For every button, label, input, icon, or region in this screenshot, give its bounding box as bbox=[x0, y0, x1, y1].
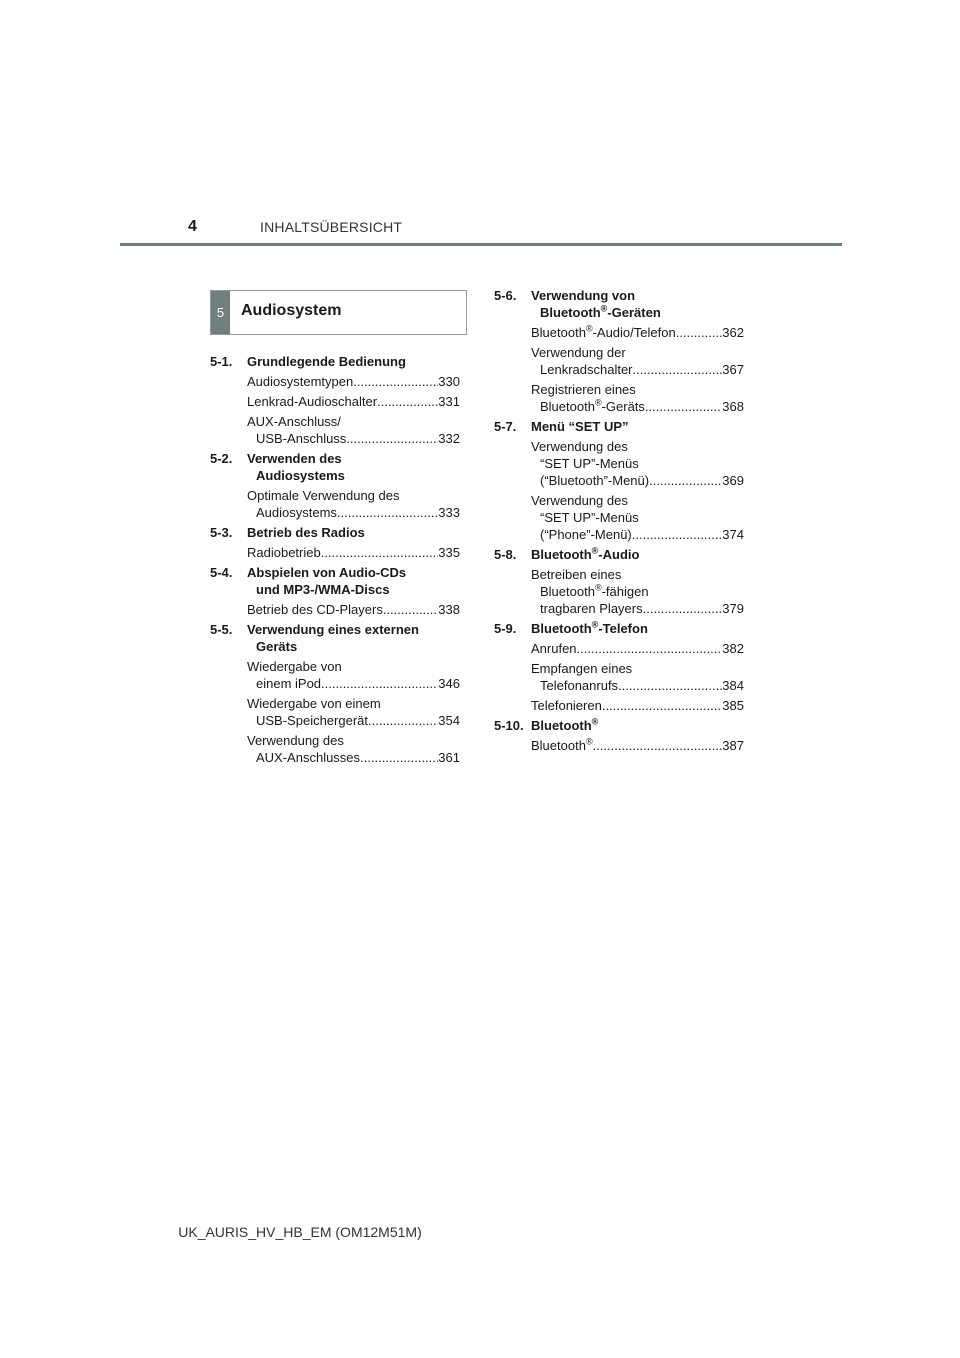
entry-line bbox=[531, 566, 744, 583]
entry-page-number: 387 bbox=[722, 738, 744, 753]
chapter-title-line: Menü “SET UP” bbox=[531, 419, 629, 434]
entry-page-number: 369 bbox=[722, 473, 744, 488]
toc-entry[interactable] bbox=[531, 660, 744, 694]
chapter-number: 5-2. bbox=[210, 451, 233, 466]
chapter-heading bbox=[210, 621, 460, 655]
entry-page-number: 346 bbox=[438, 676, 460, 691]
entry-line bbox=[531, 398, 744, 415]
footer-doc-id: UK_AURIS_HV_HB_EM (OM12M51M) bbox=[178, 1224, 422, 1240]
chapter-title-line: Geräts bbox=[256, 639, 298, 654]
chapter-title-line: Bluetooth®-Audio bbox=[531, 545, 640, 562]
chapter-title-line: Bluetooth®-Telefon bbox=[531, 619, 648, 636]
entry-text: einem iPod bbox=[256, 676, 322, 691]
chapter-title bbox=[531, 717, 744, 734]
entry-page-number: 333 bbox=[438, 505, 460, 520]
toc-entry[interactable] bbox=[247, 732, 460, 766]
dot-leader bbox=[676, 324, 723, 341]
entry-page-number: 338 bbox=[438, 602, 460, 617]
chapter-number: 5-3. bbox=[210, 525, 233, 540]
entry-text: Verwendung des bbox=[531, 493, 628, 508]
entry-line bbox=[247, 695, 460, 712]
toc-entry[interactable] bbox=[531, 640, 744, 657]
entry-text: Bluetooth®-fähigen bbox=[540, 582, 649, 599]
chapter-title bbox=[531, 287, 744, 321]
entry-page-number: 331 bbox=[438, 394, 460, 409]
toc-entry[interactable] bbox=[531, 737, 744, 754]
section-number-tab: 5 bbox=[211, 291, 230, 334]
entry-line bbox=[531, 697, 744, 714]
toc-entry[interactable] bbox=[531, 566, 744, 617]
dot-leader bbox=[337, 504, 438, 521]
entry-text: Bluetooth®-Geräts bbox=[540, 397, 645, 414]
toc-entry[interactable] bbox=[247, 487, 460, 521]
entry-line bbox=[247, 712, 460, 729]
entry-line bbox=[531, 640, 744, 657]
entry-line bbox=[247, 544, 460, 561]
page-header bbox=[120, 218, 842, 246]
entry-line bbox=[531, 361, 744, 378]
entry-line bbox=[531, 660, 744, 677]
chapter-title bbox=[247, 353, 460, 370]
dot-leader bbox=[618, 677, 722, 694]
entry-line bbox=[531, 344, 744, 361]
toc-entry[interactable] bbox=[531, 492, 744, 543]
dot-leader bbox=[645, 398, 722, 415]
chapter-heading bbox=[494, 546, 744, 563]
dot-leader bbox=[593, 737, 723, 754]
chapter-entries bbox=[494, 438, 744, 543]
chapter-heading bbox=[210, 353, 460, 370]
entry-text: (“Bluetooth”-Menü) bbox=[540, 473, 650, 488]
chapter-number: 5-6. bbox=[494, 288, 517, 303]
entry-text: “SET UP”-Menüs bbox=[540, 510, 639, 525]
dot-leader bbox=[346, 430, 438, 447]
chapter-title-line: Audiosystems bbox=[256, 468, 345, 483]
toc-entry[interactable] bbox=[531, 324, 744, 341]
dot-leader bbox=[383, 601, 438, 618]
toc-entry[interactable] bbox=[531, 381, 744, 415]
entry-line bbox=[531, 438, 744, 455]
entry-text: Verwendung der bbox=[531, 345, 626, 360]
dot-leader bbox=[602, 697, 722, 714]
chapter-title-line: und MP3-/WMA-Discs bbox=[256, 582, 390, 597]
chapter-entries bbox=[210, 373, 460, 447]
section-title: Audiosystem bbox=[241, 302, 342, 319]
chapter-entries bbox=[210, 544, 460, 561]
entry-text: Audiosystems bbox=[256, 505, 337, 520]
entry-text: Radiobetrieb bbox=[247, 545, 321, 560]
entry-text: Bluetooth® bbox=[531, 736, 593, 753]
dot-leader bbox=[321, 544, 439, 561]
toc-chapter bbox=[494, 287, 744, 415]
chapter-entries bbox=[494, 640, 744, 714]
entry-line bbox=[531, 677, 744, 694]
entry-text: Empfangen eines bbox=[531, 661, 633, 676]
entry-page-number: 367 bbox=[722, 362, 744, 377]
entry-text: Wiedergabe von einem bbox=[247, 696, 381, 711]
dot-leader bbox=[577, 640, 723, 657]
entry-text: Optimale Verwendung des bbox=[247, 488, 400, 503]
chapter-heading bbox=[210, 450, 460, 484]
chapter-title-line: Verwendung von bbox=[531, 288, 636, 303]
toc-entry[interactable] bbox=[247, 393, 460, 410]
chapter-entries bbox=[494, 324, 744, 415]
chapter-number: 5-10. bbox=[494, 718, 524, 733]
chapter-number: 5-5. bbox=[210, 622, 233, 637]
entry-page-number: 368 bbox=[722, 399, 744, 414]
dot-leader bbox=[632, 526, 723, 543]
chapter-entries bbox=[494, 566, 744, 617]
chapter-heading bbox=[494, 717, 744, 734]
chapter-title bbox=[531, 418, 744, 435]
entry-line bbox=[247, 504, 460, 521]
dot-leader bbox=[377, 393, 438, 410]
entry-text: USB-Anschluss bbox=[256, 431, 347, 446]
chapter-title-line: Abspielen von Audio-CDs bbox=[247, 565, 407, 580]
dot-leader bbox=[360, 749, 438, 766]
entry-line bbox=[531, 472, 744, 489]
entry-line bbox=[247, 675, 460, 692]
entry-text: Verwendung des bbox=[247, 733, 344, 748]
chapter-heading bbox=[494, 418, 744, 435]
entry-line bbox=[531, 381, 744, 398]
chapter-heading bbox=[210, 524, 460, 541]
entry-text: Betreiben eines bbox=[531, 567, 622, 582]
entry-line bbox=[247, 487, 460, 504]
chapter-entries bbox=[210, 487, 460, 521]
dot-leader bbox=[643, 600, 723, 617]
entry-page-number: 361 bbox=[438, 750, 460, 765]
entry-page-number: 332 bbox=[438, 431, 460, 446]
entry-line bbox=[247, 373, 460, 390]
toc-entry[interactable] bbox=[247, 695, 460, 729]
chapter-number: 5-4. bbox=[210, 565, 233, 580]
toc-entry[interactable] bbox=[531, 344, 744, 378]
toc-entry[interactable] bbox=[247, 373, 460, 390]
entry-page-number: 379 bbox=[722, 601, 744, 616]
toc-chapter bbox=[494, 717, 744, 754]
entry-line bbox=[247, 601, 460, 618]
chapter-title-line: Grundlegende Bedienung bbox=[247, 354, 406, 369]
chapter-title-line: Bluetooth® bbox=[531, 716, 599, 733]
dot-leader bbox=[353, 373, 438, 390]
entry-page-number: 330 bbox=[438, 374, 460, 389]
entry-line bbox=[247, 749, 460, 766]
toc-chapter bbox=[494, 546, 744, 617]
entry-text: Anrufen bbox=[531, 641, 577, 656]
entry-text: “SET UP”-Menüs bbox=[540, 456, 639, 471]
chapter-title-line: Verwendung eines externen bbox=[247, 622, 419, 637]
entry-text: Verwendung des bbox=[531, 439, 628, 454]
dot-leader bbox=[649, 472, 722, 489]
entry-line bbox=[247, 413, 460, 430]
toc-chapter bbox=[210, 450, 460, 521]
chapter-number: 5-1. bbox=[210, 354, 233, 369]
entry-line bbox=[247, 732, 460, 749]
entry-page-number: 382 bbox=[722, 641, 744, 656]
entry-page-number: 354 bbox=[438, 713, 460, 728]
chapter-title bbox=[247, 524, 460, 541]
entry-text: Telefonieren bbox=[531, 698, 602, 713]
entry-line bbox=[531, 737, 744, 754]
entry-text: Registrieren eines bbox=[531, 382, 636, 397]
toc-right-column bbox=[494, 287, 744, 757]
section-heading bbox=[210, 290, 467, 335]
chapter-heading bbox=[494, 620, 744, 637]
toc-entry[interactable] bbox=[247, 601, 460, 618]
entry-page-number: 335 bbox=[438, 545, 460, 560]
entry-line bbox=[531, 526, 744, 543]
chapter-number: 5-9. bbox=[494, 621, 517, 636]
entry-text: Telefonanrufs bbox=[540, 678, 619, 693]
entry-text: AUX-Anschlusses bbox=[256, 750, 361, 765]
chapter-title bbox=[531, 620, 744, 637]
chapter-number: 5-8. bbox=[494, 547, 517, 562]
toc-chapter bbox=[494, 418, 744, 543]
chapter-entries bbox=[494, 737, 744, 754]
chapter-entries bbox=[210, 658, 460, 766]
dot-leader bbox=[368, 712, 438, 729]
entry-line bbox=[531, 492, 744, 509]
chapter-title-line: Verwenden des bbox=[247, 451, 342, 466]
toc-entry[interactable] bbox=[247, 658, 460, 692]
toc-entry[interactable] bbox=[247, 544, 460, 561]
toc-chapter bbox=[210, 621, 460, 766]
toc-chapter bbox=[210, 353, 460, 447]
entry-line bbox=[247, 393, 460, 410]
entry-line bbox=[531, 583, 744, 600]
entry-line bbox=[247, 658, 460, 675]
entry-line bbox=[531, 509, 744, 526]
toc-entry[interactable] bbox=[531, 438, 744, 489]
entry-text: Audiosystemtypen bbox=[247, 374, 354, 389]
entry-text: Betrieb des CD-Players bbox=[247, 602, 383, 617]
header-title: INHALTSÜBERSICHT bbox=[260, 219, 403, 235]
entry-page-number: 385 bbox=[722, 698, 744, 713]
toc-entry[interactable] bbox=[247, 413, 460, 447]
entry-line bbox=[531, 600, 744, 617]
entry-page-number: 362 bbox=[722, 325, 744, 340]
entry-text: Wiedergabe von bbox=[247, 659, 342, 674]
entry-line bbox=[247, 430, 460, 447]
toc-left-column bbox=[210, 353, 460, 769]
chapter-title bbox=[247, 621, 460, 655]
entry-text: Lenkrad-Audioschalter bbox=[247, 394, 378, 409]
page-number: 4 bbox=[188, 218, 197, 235]
chapter-title bbox=[247, 564, 460, 598]
header-rule bbox=[120, 243, 842, 246]
chapter-entries bbox=[210, 601, 460, 618]
entry-page-number: 374 bbox=[722, 527, 744, 542]
toc-chapter bbox=[210, 524, 460, 561]
entry-text: Bluetooth®-Audio/Telefon bbox=[531, 323, 676, 340]
chapter-heading bbox=[210, 564, 460, 598]
chapter-heading bbox=[494, 287, 744, 321]
chapter-title-line: Bluetooth®-Geräten bbox=[540, 303, 661, 320]
toc-entry[interactable] bbox=[531, 697, 744, 714]
chapter-title bbox=[531, 546, 744, 563]
entry-text: AUX-Anschluss/ bbox=[247, 414, 341, 429]
entry-text: USB-Speichergerät bbox=[256, 713, 368, 728]
chapter-number: 5-7. bbox=[494, 419, 517, 434]
entry-text: tragbaren Players bbox=[540, 601, 643, 616]
entry-line bbox=[531, 455, 744, 472]
entry-page-number: 384 bbox=[722, 678, 744, 693]
chapter-title-line: Betrieb des Radios bbox=[247, 525, 365, 540]
toc-chapter bbox=[210, 564, 460, 618]
chapter-title bbox=[247, 450, 460, 484]
entry-line bbox=[531, 324, 744, 341]
entry-text: Lenkradschalter bbox=[540, 362, 633, 377]
toc-chapter bbox=[494, 620, 744, 714]
entry-text: (“Phone”-Menü) bbox=[540, 527, 632, 542]
dot-leader bbox=[321, 675, 438, 692]
dot-leader bbox=[633, 361, 723, 378]
